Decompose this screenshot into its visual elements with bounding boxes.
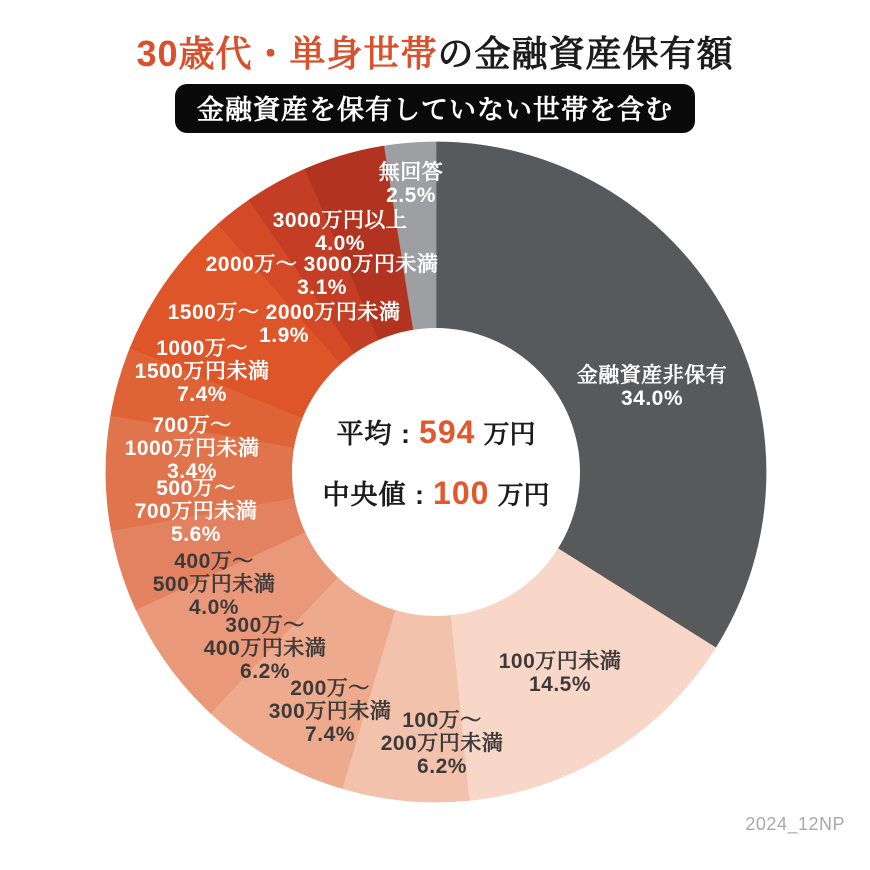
- segment-label-line: 1000万〜: [156, 337, 248, 360]
- segment-label-line: 200万円未満: [380, 732, 504, 755]
- segment-label-line: 100万円未満: [498, 650, 622, 673]
- segment-label-line: 500万円未満: [152, 573, 276, 596]
- segment-label-line: 4.0%: [189, 596, 239, 619]
- segment-label-line: 3.4%: [167, 460, 217, 483]
- average-label: 平均 :: [336, 419, 412, 449]
- segment-label-line: 34.0%: [620, 387, 684, 410]
- segment-label-line: 400万円未満: [203, 637, 327, 660]
- segment-label-line: 3000万円以上: [272, 209, 408, 232]
- segment-label-line: 300万円未満: [268, 700, 392, 723]
- segment-label-line: 100万〜: [402, 709, 482, 732]
- watermark: 2024_12NP: [745, 814, 845, 834]
- chart-center-stats: [323, 412, 550, 534]
- average-row: [323, 412, 550, 451]
- segment-label-line: 500万〜: [156, 477, 236, 500]
- segment-label-line: 700万〜: [152, 414, 232, 437]
- median-label: 中央値 :: [322, 480, 426, 510]
- segment-label-line: 14.5%: [528, 673, 592, 696]
- median-row: [323, 473, 550, 512]
- segment-label-line: 4.0%: [315, 232, 365, 255]
- segment-label-line: 6.2%: [417, 755, 467, 778]
- average-unit: 万円: [483, 419, 536, 449]
- segment-label-line: 700万円未満: [134, 500, 258, 523]
- median-value: 100: [433, 475, 490, 511]
- subtitle-badge: 金融資産を保有していない世帯を含む: [175, 84, 695, 133]
- segment-label-line: 1500万円未満: [134, 360, 270, 383]
- segment-label-line: 7.4%: [305, 723, 355, 746]
- title-highlight: 30歳代・単身世帯: [136, 33, 438, 74]
- segment-label-line: 1.9%: [259, 324, 309, 347]
- segment-label-line: 無回答: [378, 161, 444, 184]
- segment-label-line: 1000万円未満: [124, 437, 260, 460]
- segment-label-line: 200万〜: [290, 677, 370, 700]
- segment-label-line: 300万〜: [225, 614, 305, 637]
- segment-label-line: 7.4%: [177, 383, 227, 406]
- title-rest: の金融資産保有額: [437, 33, 734, 74]
- segment-label-line: 5.6%: [171, 523, 221, 546]
- segment-label-line: 2000万〜 3000万円未満: [205, 253, 439, 276]
- segment-label-line: 6.2%: [240, 660, 290, 683]
- segment-label-line: 400万〜: [174, 550, 254, 573]
- segment-label-line: 2.5%: [386, 184, 436, 207]
- average-value: 594: [419, 414, 476, 450]
- median-unit: 万円: [497, 480, 550, 510]
- segment-label-line: 3.1%: [297, 276, 347, 299]
- segment-label-line: 1500万〜 2000万円未満: [167, 301, 401, 324]
- segment-label-line: 金融資産非保有: [576, 364, 728, 387]
